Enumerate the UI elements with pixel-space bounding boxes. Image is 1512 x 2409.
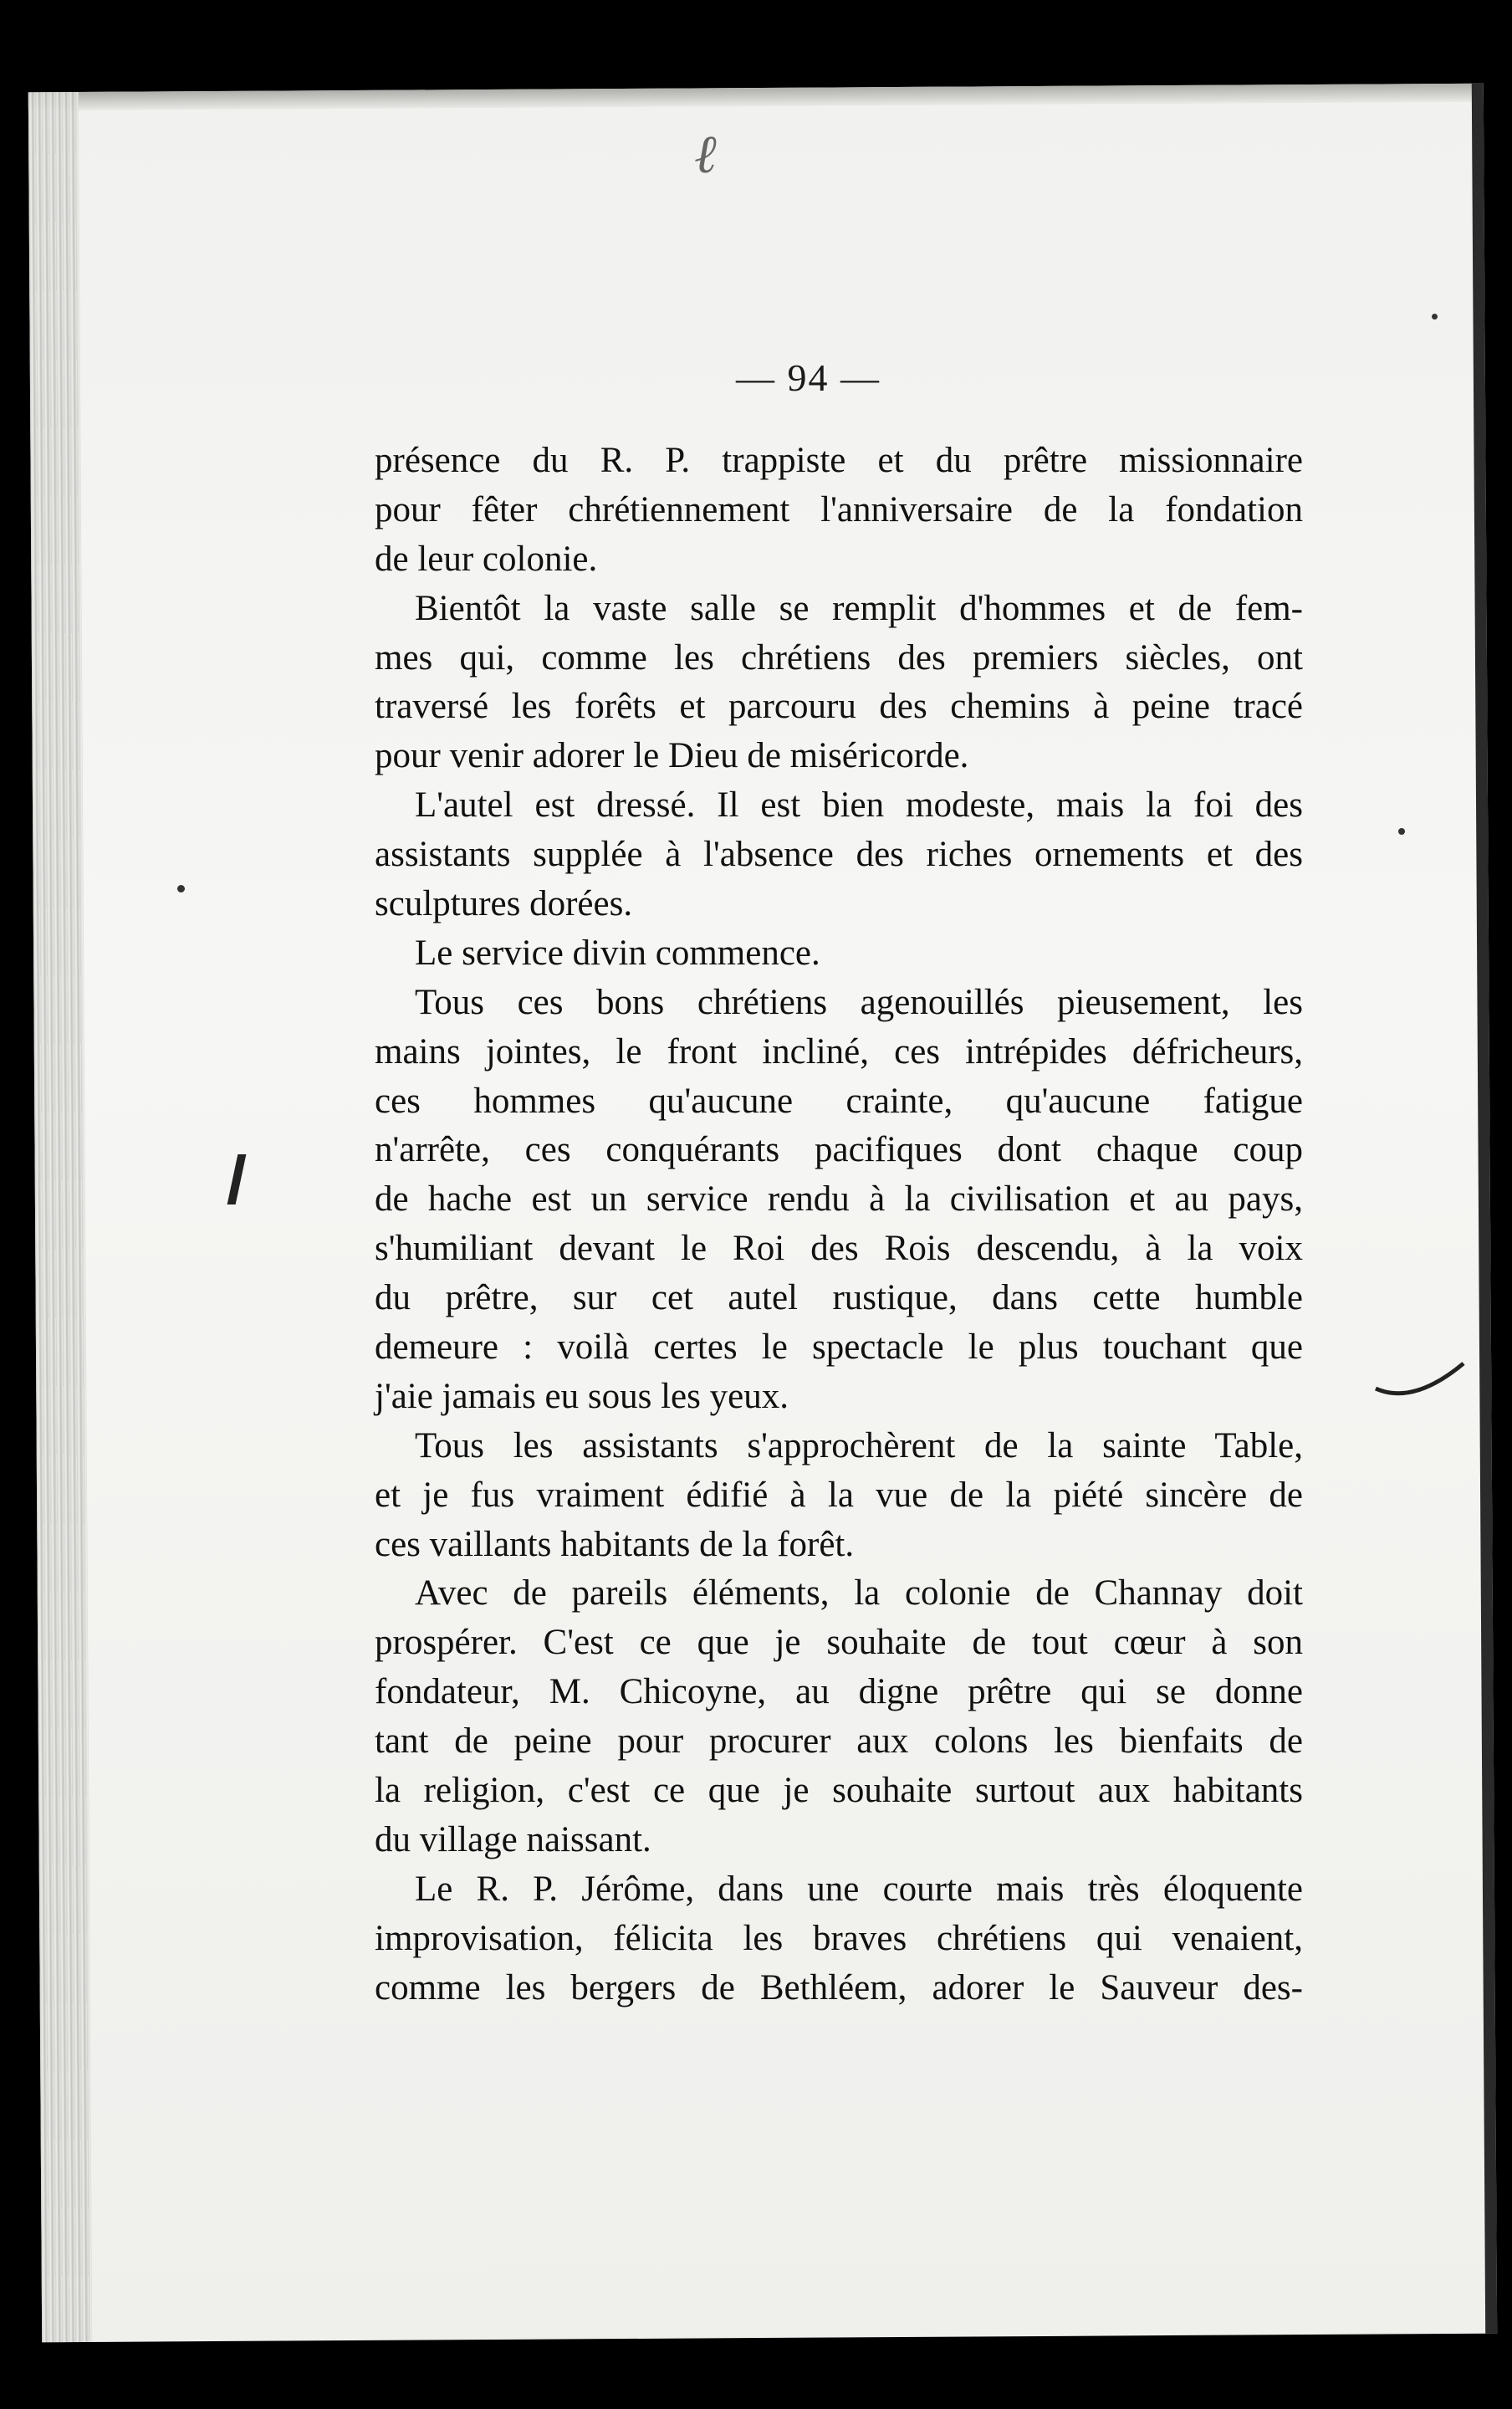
text-line: mes qui, comme les chrétiens des premiers siècles, ont xyxy=(375,637,1303,678)
text-line: s'humiliant devant le Roi des Rois descendu, à la voix xyxy=(375,1229,1303,1269)
page-right-edge xyxy=(1472,84,1497,2334)
text-line: Tous les assistants s'approchèrent de la sainte Table, xyxy=(415,1425,1303,1465)
text-line: demeure : voilà certes le spectacle le plus touchant que xyxy=(375,1327,1303,1368)
text-line: du village naissant. xyxy=(375,1819,651,1859)
text-line: prospérer. C'est ce que je souhaite de tout cœur à son xyxy=(375,1623,1303,1663)
text-line: du prêtre, sur cet autel rustique, dans cette humble xyxy=(375,1278,1303,1318)
page-top-edge xyxy=(28,84,1484,111)
body-text xyxy=(375,437,1303,2013)
text-line: Tous ces bons chrétiens agenouillés pieusement, les xyxy=(415,982,1303,1022)
text-line: improvisation, félicita les braves chrétiens qui venaient, xyxy=(375,1918,1303,1958)
page-number: — 94 — xyxy=(736,356,881,399)
text-line: fondateur, M. Chicoyne, au digne prêtre qui se donne xyxy=(375,1672,1303,1712)
margin-speck xyxy=(1398,828,1405,835)
text-line: de hache est un service rendu à la civilisation et au pays, xyxy=(375,1179,1303,1220)
text-line: présence du R. P. trappiste et du prêtre missionnaire xyxy=(375,441,1303,480)
margin-pen-stroke xyxy=(1372,1355,1480,1405)
text-line: Le service divin commence. xyxy=(415,933,820,973)
text-line: mains jointes, le front incliné, ces intrépides défricheurs, xyxy=(375,1031,1303,1072)
text-line: pour venir adorer le Dieu de miséricorde. xyxy=(375,736,969,776)
margin-speck xyxy=(1432,314,1438,320)
text-line: n'arrête, ces conquérants pacifiques dont chaque coup xyxy=(375,1130,1303,1170)
text-line: ces vaillants habitants de la forêt. xyxy=(375,1524,855,1564)
text-line: j'aie jamais eu sous les yeux. xyxy=(375,1376,789,1416)
text-line: L'autel est dressé. Il est bien modeste, mais la foi des xyxy=(415,785,1303,826)
text-line: et je fus vraiment édifié à la vue de la piété sincère de xyxy=(375,1475,1303,1515)
text-line: Avec de pareils éléments, la colonie de Channay doit xyxy=(415,1573,1303,1614)
text-line: pour fêter chrétiennement l'anniversaire de la fondation xyxy=(375,489,1303,529)
text-line: comme les bergers de Bethléem, adorer le Sauveur des- xyxy=(375,1967,1303,2008)
text-line: Le R. P. Jérôme, dans une courte mais très éloquente xyxy=(415,1869,1303,1909)
text-line: sculptures dorées. xyxy=(375,884,633,924)
text-line: Bientôt la vaste salle se remplit d'hommes et de fem- xyxy=(415,588,1303,628)
text-line: assistants supplée à l'absence des riches ornements et des xyxy=(375,835,1303,875)
text-line: tant de peine pour procurer aux colons les bienfaits de xyxy=(375,1721,1303,1762)
margin-speck xyxy=(177,885,185,893)
text-line: la religion, c'est ce que je souhaite surtout aux habitants xyxy=(375,1771,1303,1811)
page-gutter-edge xyxy=(28,92,92,2342)
text-line: de leur colonie. xyxy=(375,539,598,579)
text-line: ces hommes qu'aucune crainte, qu'aucune fatigue xyxy=(375,1081,1303,1121)
text-line: traversé les forêts et parcouru des chemins à peine tracé xyxy=(375,687,1303,727)
pencil-annotation: ℓ xyxy=(694,125,717,184)
